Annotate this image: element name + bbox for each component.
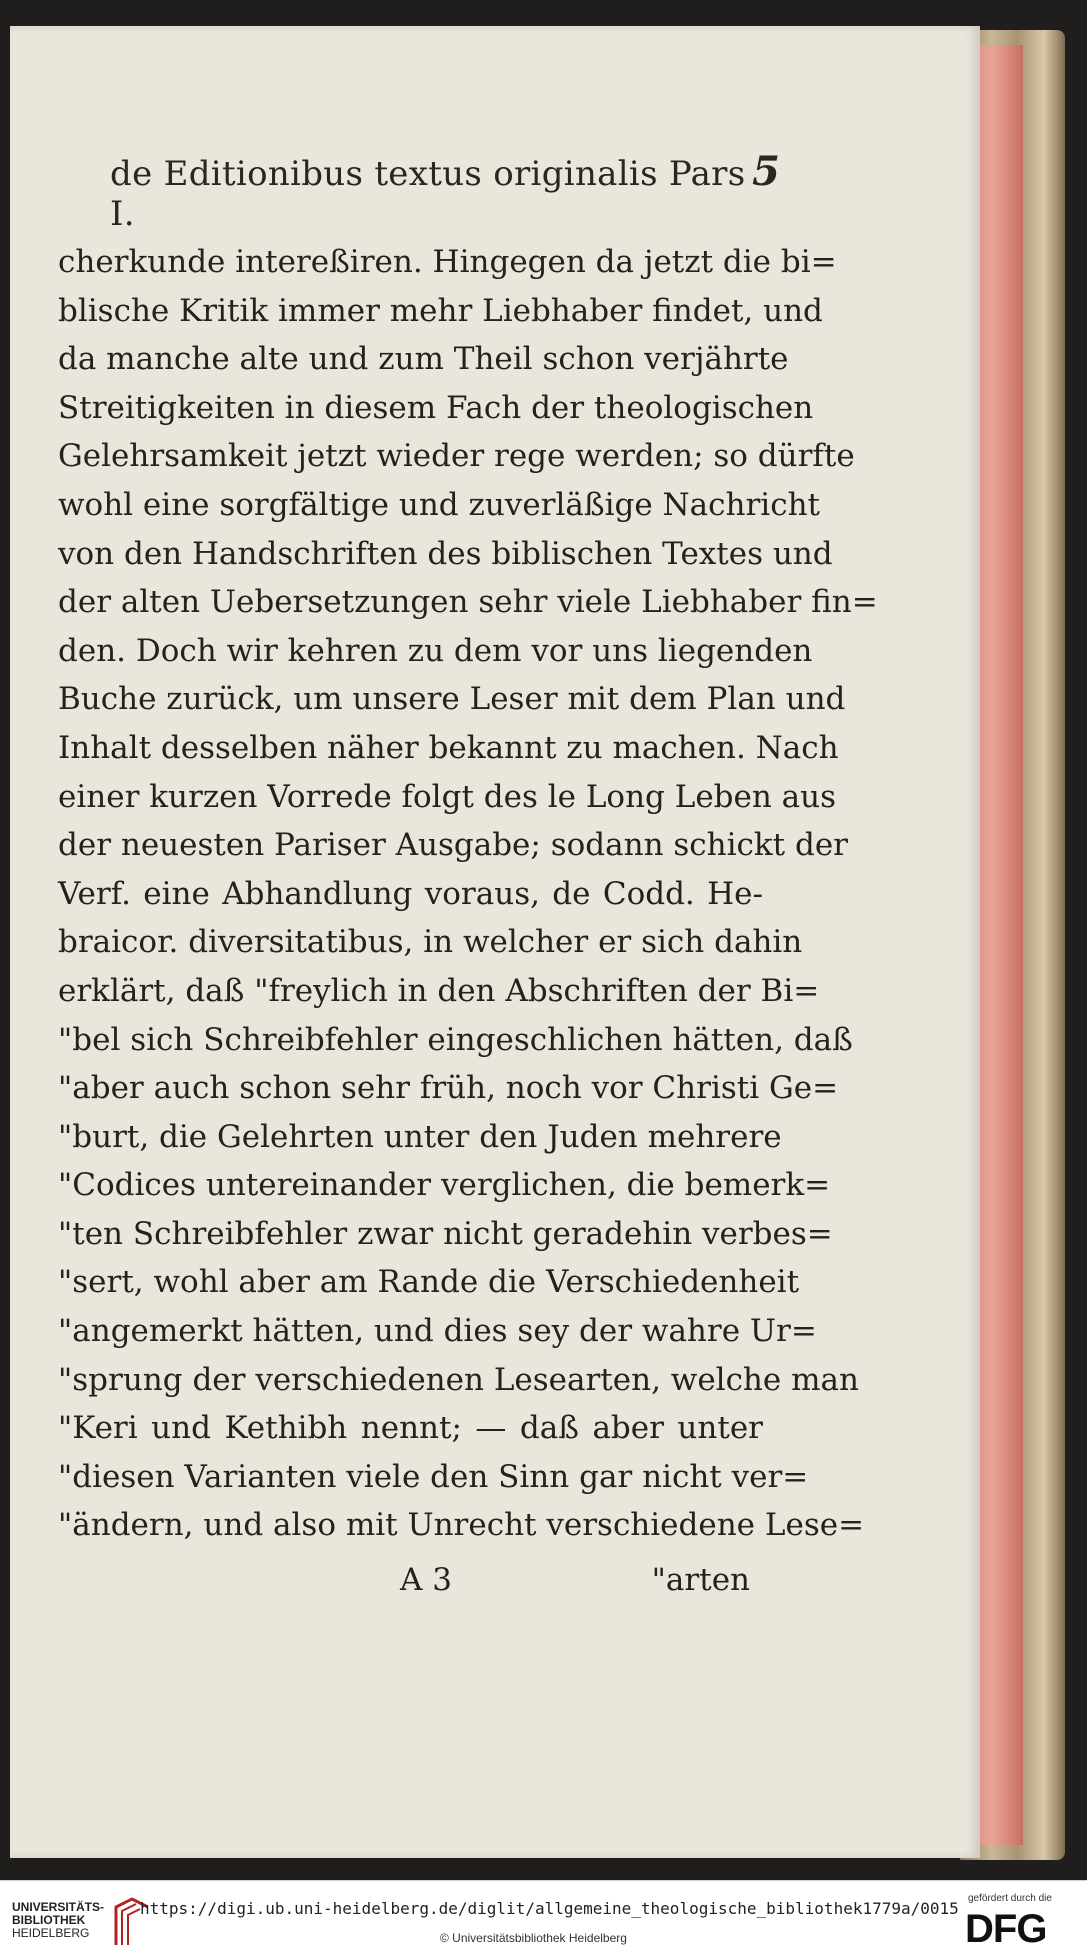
- text-line: braicor. diversitatibus, in welcher er sich dahin: [58, 924, 803, 961]
- catchword: "arten: [651, 1562, 750, 1598]
- text-line: einer kurzen Vorrede folgt des le Long Leben aus: [58, 778, 837, 815]
- dfg-logo[interactable]: DFG: [965, 1907, 1047, 1951]
- text-line: "sert, wohl aber am Rande die Verschiedenheit: [58, 1264, 800, 1301]
- running-head-title: de Editionibus textus originalis Pars I.: [110, 154, 746, 234]
- text-line: Buche zurück, um unsere Leser mit dem Plan und: [58, 681, 846, 718]
- page-number: 5: [752, 148, 780, 195]
- text-line: Gelehrsamkeit jetzt wieder rege werden; so dürfte: [58, 438, 855, 475]
- text-line: "angemerkt hätten, und dies sey der wahre Ur=: [58, 1313, 817, 1350]
- document-url-link[interactable]: https://digi.ub.uni-heidelberg.de/diglit/allgemeine_theologische_bibliothek1779a/0015: [140, 1899, 959, 1918]
- text-line: Inhalt desselben näher bekannt zu machen. Nach: [58, 729, 839, 766]
- text-line: den. Doch wir kehren zu dem vor uns liegenden: [58, 632, 813, 669]
- text-line: der alten Uebersetzungen sehr viele Liebhaber fin=: [58, 584, 878, 621]
- text-line: "ändern, und also mit Unrecht verschiedene Lese=: [58, 1507, 865, 1544]
- text-line: da manche alte und zum Theil schon verjährte: [58, 341, 789, 378]
- library-name[interactable]: [12, 1901, 104, 1940]
- text-line: "bel sich Schreibfehler eingeschlichen hätten, daß: [58, 1021, 853, 1058]
- text-line: der neuesten Pariser Ausgabe; sodann schickt der: [58, 827, 849, 864]
- text-line: erklärt, daß "freylich in den Abschriften der Bi=: [58, 972, 820, 1009]
- text-line: cherkunde intereßiren. Hingegen da jetzt die bi=: [58, 244, 837, 280]
- text-line: Verf. eine Abhandlung voraus, de Codd. He-: [58, 875, 763, 912]
- viewer-footer-bar: [0, 1880, 1087, 1959]
- text-line: "ten Schreibfehler zwar nicht geradehin verbes=: [58, 1215, 833, 1252]
- text-line: Streitigkeiten in diesem Fach der theologischen: [58, 389, 814, 426]
- text-line: "aber auch schon sehr früh, noch vor Christi Ge=: [58, 1070, 839, 1107]
- dfg-caption: gefördert durch die: [968, 1893, 1052, 1904]
- text-line: wohl eine sorgfältige und zuverläßige Nachricht: [58, 486, 820, 523]
- library-name-line: BIBLIOTHEK: [12, 1913, 86, 1927]
- signature-mark: A 3: [400, 1562, 452, 1598]
- library-name-line: UNIVERSITÄTS-: [12, 1900, 105, 1914]
- body-text: [58, 238, 878, 1550]
- library-name-line: HEIDELBERG: [12, 1926, 90, 1940]
- text-line: "diesen Varianten viele den Sinn gar nicht ver=: [58, 1458, 809, 1495]
- text-line: "burt, die Gelehrten unter den Juden mehrere: [58, 1118, 782, 1155]
- running-head: [110, 148, 780, 234]
- page-footer-line: [400, 1562, 750, 1598]
- text-line: blische Kritik immer mehr Liebhaber findet, und: [58, 292, 823, 329]
- text-line: von den Handschriften des biblischen Textes und: [58, 535, 833, 572]
- text-line: "sprung der verschiedenen Lesearten, welche man: [58, 1361, 859, 1398]
- text-line: "Codices untereinander verglichen, die bemerk=: [58, 1167, 831, 1204]
- copyright-text: © Universitätsbibliothek Heidelberg: [440, 1931, 627, 1945]
- text-line: "Keri und Kethibh nennt; — daß aber unter: [58, 1410, 763, 1447]
